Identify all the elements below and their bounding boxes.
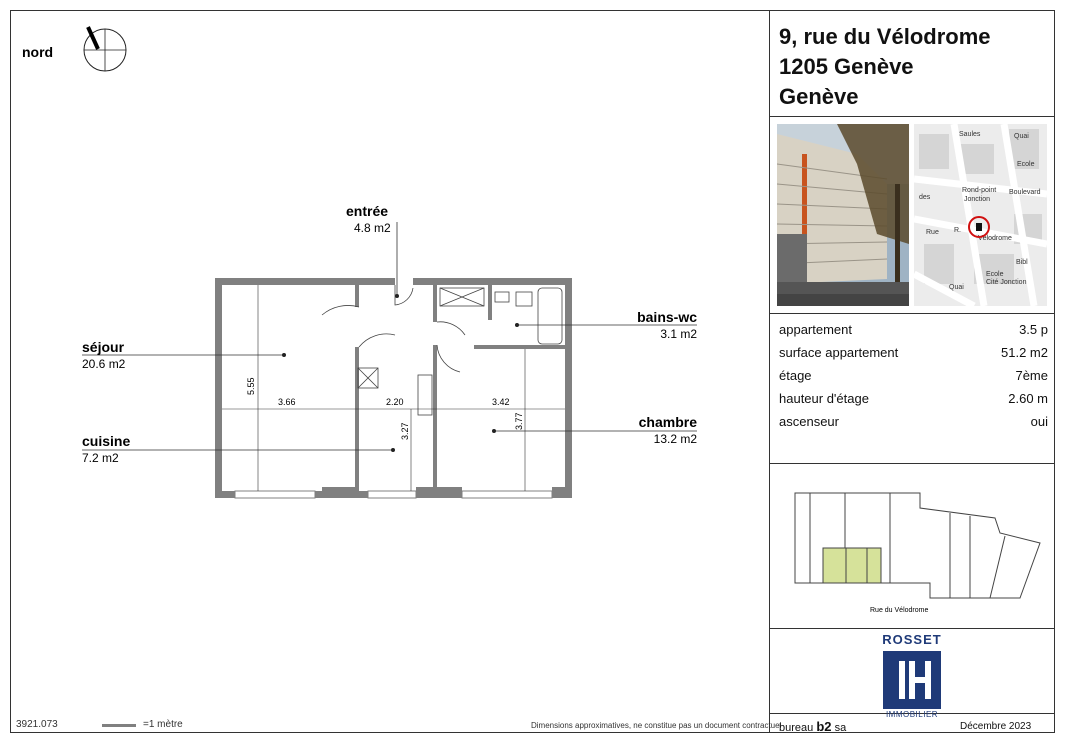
location-map bbox=[914, 124, 1047, 306]
room-sejour-name: séjour bbox=[82, 339, 125, 355]
map-label-velodrome: Vélodrome bbox=[978, 235, 1012, 242]
compass-icon bbox=[84, 27, 126, 71]
info-row: surface appartement 51.2 m2 bbox=[779, 345, 1048, 360]
date-label: Décembre 2023 bbox=[960, 721, 1032, 732]
map-label-ecole2: Ecole bbox=[986, 271, 1004, 278]
map-label-quai2: Quai bbox=[949, 284, 964, 291]
address-line3: Genève bbox=[779, 84, 859, 109]
address-line1: 9, rue du Vélodrome bbox=[779, 24, 991, 49]
walls bbox=[215, 278, 572, 498]
info-row: appartement 3.5 p bbox=[779, 322, 1048, 337]
reference-number: 3921.073 bbox=[16, 719, 58, 730]
apartment-highlight bbox=[823, 548, 881, 583]
bureau-label: bureau b2 sa bbox=[779, 719, 847, 734]
info-row: ascenseur oui bbox=[779, 414, 1048, 429]
dim-5: 3.27 bbox=[400, 422, 410, 440]
scale-label: =1 mètre bbox=[143, 719, 183, 730]
map-label-des: des bbox=[919, 194, 931, 201]
room-sejour-area: 20.6 m2 bbox=[82, 357, 126, 371]
room-entree-name: entrée bbox=[346, 203, 389, 219]
site-plan bbox=[790, 488, 1045, 613]
map-label-ecole1: Ecole bbox=[1017, 161, 1035, 168]
map-label-r: R. bbox=[954, 227, 961, 234]
site-street-label: Rue du Vélodrome bbox=[870, 607, 929, 613]
dim-2: 2.20 bbox=[386, 397, 404, 407]
logo-mark-icon bbox=[883, 651, 941, 709]
map-label-rondpoint: Rond-point bbox=[962, 187, 997, 194]
scale-bar bbox=[102, 724, 136, 727]
room-bains-name: bains-wc bbox=[637, 309, 697, 325]
room-bains-area: 3.1 m2 bbox=[660, 327, 697, 341]
dimension-lines bbox=[222, 285, 565, 491]
map-label-boulevard: Boulevard bbox=[1009, 189, 1041, 196]
divider-4 bbox=[770, 628, 1055, 629]
room-chambre-name: chambre bbox=[638, 414, 697, 430]
divider-3 bbox=[770, 463, 1055, 464]
map-label-jonction: Jonction bbox=[964, 196, 991, 203]
divider-2 bbox=[770, 313, 1055, 314]
fixtures bbox=[358, 288, 562, 415]
disclaimer: Dimensions approximatives, ne constitue pas un document contractuel bbox=[531, 721, 782, 730]
dim-1: 3.66 bbox=[278, 397, 296, 407]
info-row: hauteur d'étage 2.60 m bbox=[779, 391, 1048, 406]
windows bbox=[235, 491, 552, 498]
info-row: étage 7ème bbox=[779, 368, 1048, 383]
info-table bbox=[779, 320, 1048, 435]
dim-6: 3.77 bbox=[514, 412, 524, 430]
address-block bbox=[779, 22, 991, 112]
doors bbox=[322, 285, 465, 372]
dim-4: 5.55 bbox=[246, 377, 256, 395]
room-chambre-area: 13.2 m2 bbox=[653, 432, 697, 446]
map-label-quai1: Quai bbox=[1014, 133, 1029, 140]
map-label-bibl: Bibl bbox=[1016, 259, 1028, 266]
address-line2: 1205 Genève bbox=[779, 54, 914, 79]
building-photo bbox=[777, 124, 909, 306]
room-entree-area: 4.8 m2 bbox=[354, 221, 391, 235]
logo-word: ROSSET bbox=[882, 632, 942, 647]
divider-1 bbox=[770, 116, 1055, 117]
room-cuisine-area: 7.2 m2 bbox=[82, 451, 119, 465]
logo-sub: IMMOBILIER bbox=[885, 710, 939, 719]
dim-3: 3.42 bbox=[492, 397, 510, 407]
map-label-rue: Rue bbox=[926, 229, 939, 236]
map-label-saules: Saules bbox=[959, 131, 981, 138]
leader-lines bbox=[82, 222, 697, 450]
room-cuisine-name: cuisine bbox=[82, 433, 131, 449]
compass-label: nord bbox=[22, 44, 54, 60]
map-label-cite: Cité Jonction bbox=[986, 279, 1027, 286]
rosset-logo bbox=[880, 632, 944, 719]
